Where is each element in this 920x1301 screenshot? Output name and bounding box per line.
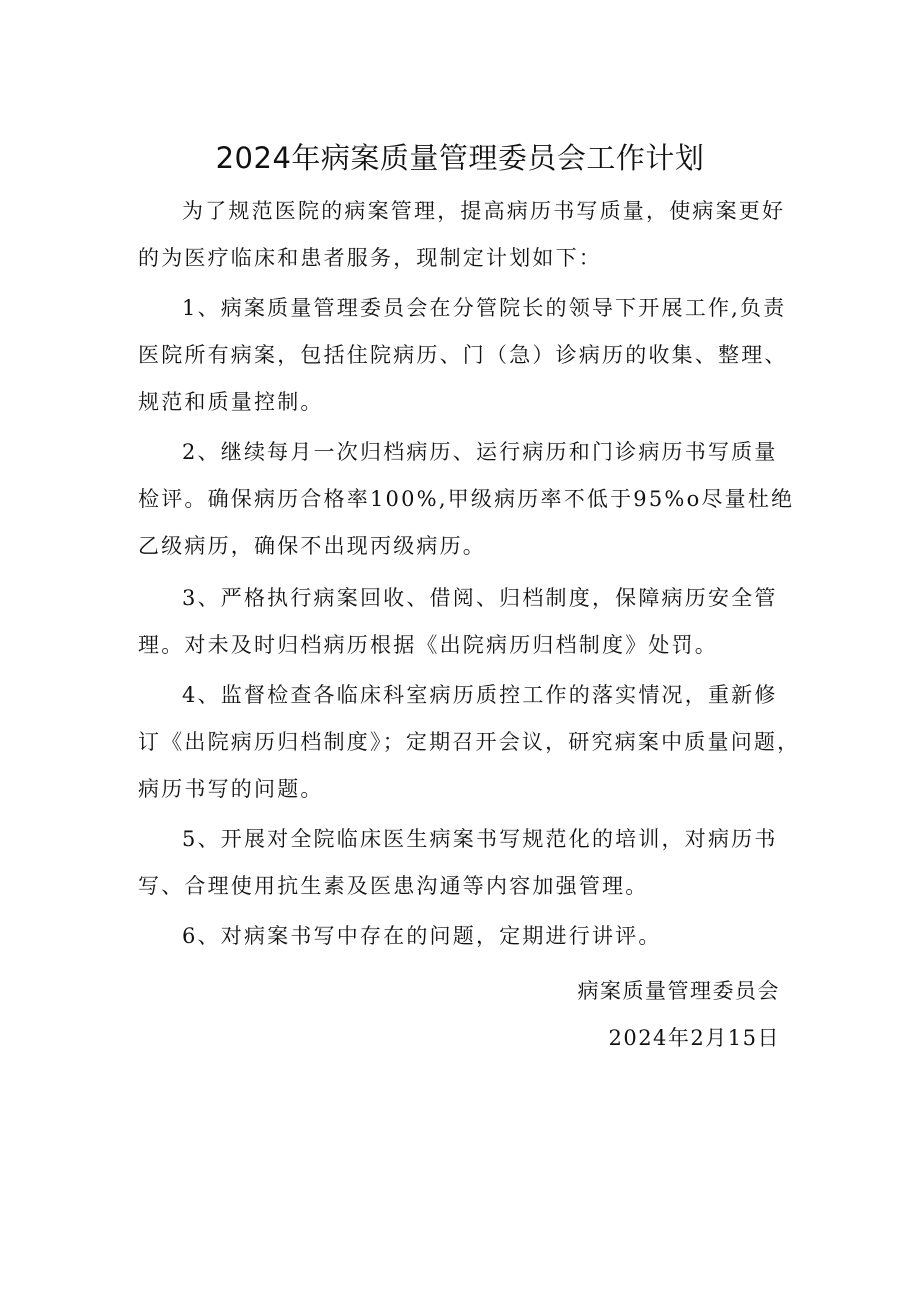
signature: 病案质量管理委员会 [577, 979, 780, 1003]
plan-item-line: 4、监督检查各临床科室病历质控工作的落实情况，重新修 [182, 683, 778, 707]
document-date: 2024年2月15日 [608, 1026, 780, 1050]
plan-item-line: 1、病案质量管理委员会在分管院长的领导下开展工作,负责 [182, 296, 787, 320]
plan-item-line: 3、严格执行病案回收、借阅、归档制度，保障病历安全管 [182, 586, 778, 610]
plan-item-2 [138, 429, 795, 570]
plan-item-line: 病历书写的问题。 [138, 777, 324, 801]
intro-paragraph [138, 188, 788, 282]
plan-item-line: 5、开展对全院临床医生病案书写规范化的培训，对病历书 [182, 827, 778, 851]
plan-item-line: 6、对病案书写中存在的问题，定期进行讲评。 [182, 924, 662, 948]
plan-item-4 [138, 672, 801, 813]
plan-item-line: 规范和质量控制。 [138, 390, 324, 414]
plan-item-line: 检评。确保病历合格率100%,甲级病历率不低于95%o尽量杜绝 [138, 487, 795, 511]
plan-item-5 [138, 816, 788, 910]
document-title: 2024年病案质量管理委员会工作计划 [215, 141, 705, 175]
plan-item-line: 写、合理使用抗生素及医患沟通等内容加强管理。 [138, 874, 649, 898]
plan-item-line: 理。对未及时归档病历根据《出院病历归档制度》处罚。 [138, 633, 718, 657]
intro-line: 为了规范医院的病案管理，提高病历书写质量，使病案更好 [182, 199, 786, 223]
plan-item-1 [138, 285, 788, 426]
plan-item-line: 乙级病历，确保不出现丙级病历。 [138, 534, 486, 558]
plan-item-line: 医院所有病案，包括住院病历、门（急）诊病历的收集、整理、 [138, 343, 788, 367]
plan-item-line: 订《出院病历归档制度》；定期召开会议，研究病案中质量问题， [138, 730, 801, 754]
plan-item-3 [138, 575, 788, 669]
plan-item-6 [138, 913, 788, 960]
intro-line: 的为医疗临床和患者服务，现制定计划如下： [138, 246, 602, 270]
plan-item-line: 2、继续每月一次归档病历、运行病历和门诊病历书写质量 [182, 440, 778, 464]
